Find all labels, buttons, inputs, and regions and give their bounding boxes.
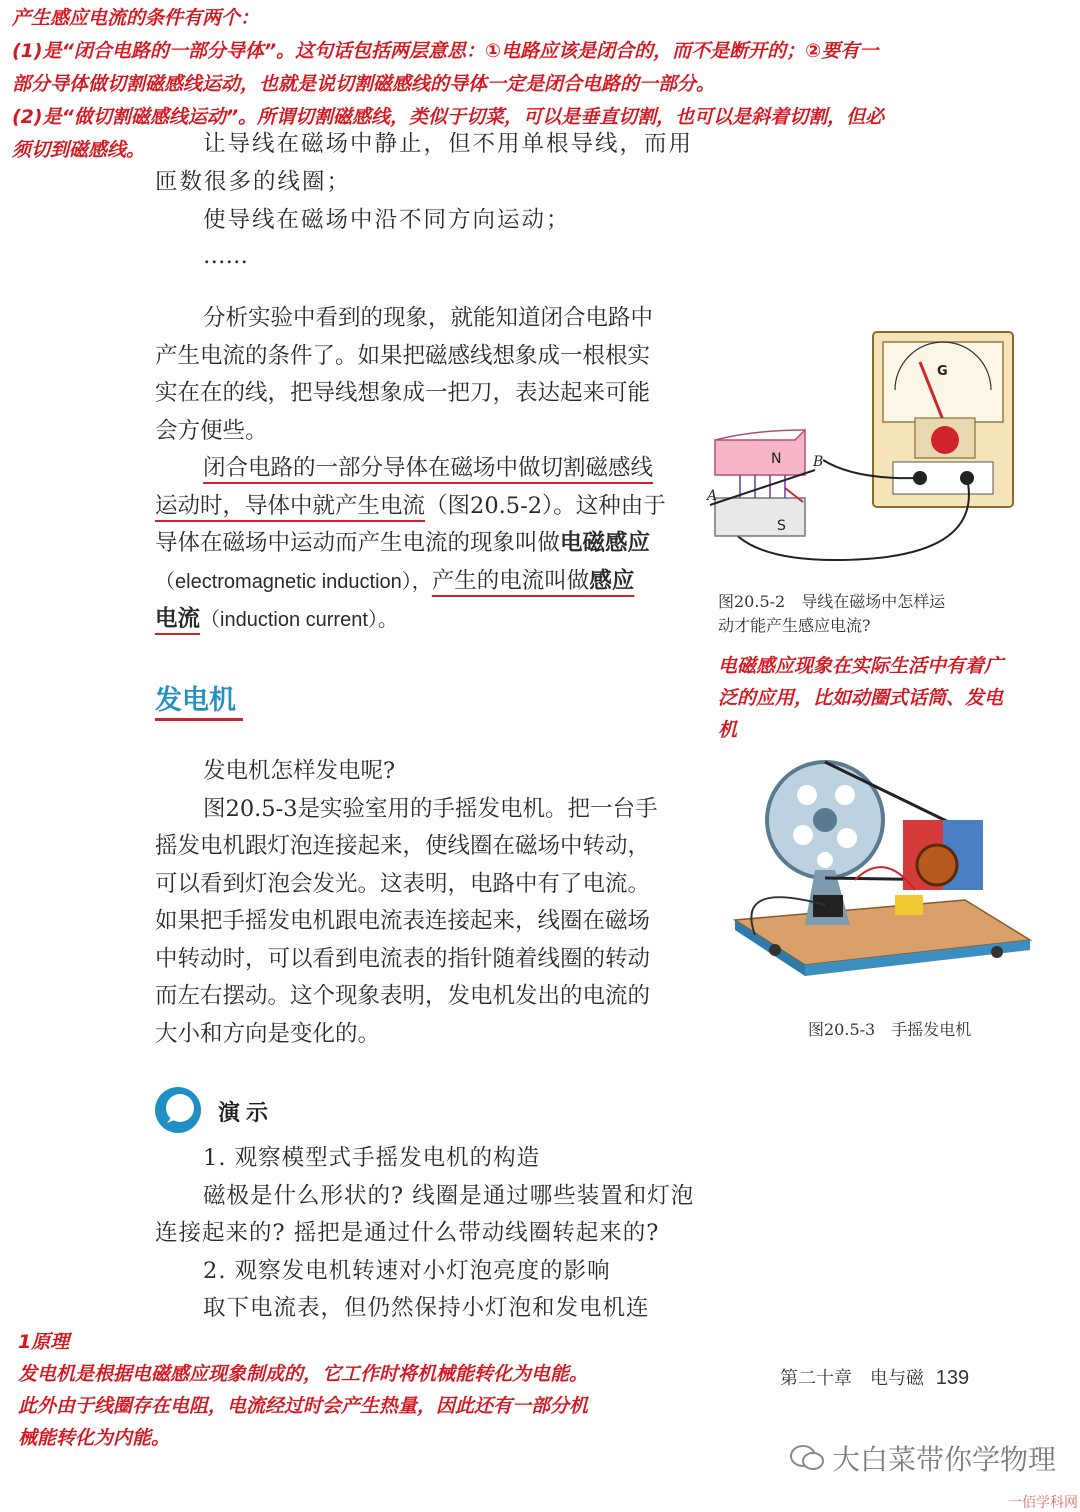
text-line: 而左右摆动。这个现象表明，发电机发出的电流的: [155, 983, 651, 1009]
wechat-icon: [790, 1444, 824, 1472]
text-line: 分析实验中看到的现象，就能知道闭合电路中: [203, 305, 654, 331]
watermark: [790, 1438, 1056, 1478]
note-line: 产生感应电流的条件有两个：: [12, 7, 260, 29]
term-induction-current: 电流: [155, 606, 201, 632]
caption-line: 图20.5-2 导线在磁场中怎样运: [718, 592, 946, 611]
text-line: 大小和方向是变化的。: [155, 1020, 381, 1047]
text-line: 图20.5-3是实验室用的手摇发电机。把一台手: [203, 795, 658, 822]
intro-line: 让导线在磁场中静止，但不用单根导线，而用: [203, 131, 694, 157]
text-line: 会方便些。: [155, 417, 268, 444]
text-line: 产生电流的条件了。如果把磁感线想象成一根根实: [155, 342, 651, 369]
text-line: 发电机怎样发电呢?: [203, 758, 396, 784]
note-line: 须切到磁感线。: [12, 139, 146, 161]
figure1-caption: [718, 590, 945, 638]
note-line: 电磁感应现象在实际生活中有着广: [718, 655, 1004, 677]
text-line: 中转动时，可以看到电流表的指针随着线圈的转动: [155, 945, 651, 972]
note-line: (1)是“闭合电路的一部分导体”。这句话包括两层意思：①电路应该是闭合的，而不是断开的；②要有一: [12, 40, 879, 62]
point-a-label: A: [707, 488, 718, 504]
side-annotation: [718, 650, 1068, 746]
text-span: （electromagnetic induction），: [155, 570, 432, 593]
demo-title: 演示: [218, 1101, 275, 1126]
note-line: 机: [718, 719, 738, 741]
text-line: 取下电流表，但仍然保持小灯泡和发电机连: [203, 1295, 650, 1321]
figure-induction-apparatus: [705, 320, 1025, 590]
heading-underline: [155, 718, 243, 721]
top-annotation: [12, 2, 1077, 134]
demo-item: 1. 观察模型式手摇发电机的构造: [203, 1145, 541, 1171]
key-sentence: 运动时，导体中就产生电流: [155, 492, 426, 519]
term-electromagnetic-induction: 电磁感应: [560, 530, 651, 556]
note-line: 泛的应用，比如动圈式话筒、发电: [718, 687, 1004, 709]
note-line: (2)是“做切割磁感线运动”。所谓切割磁感线，类似于切菜，可以是垂直切割，也可以是斜着切割，但必: [12, 106, 885, 128]
intro-line: 匝数很多的线圈；: [155, 169, 352, 195]
generator-paragraph: [155, 753, 695, 1053]
galvanometer-label: G: [937, 364, 948, 379]
figure-hand-generator: [715, 760, 1035, 980]
page-footer: [780, 1364, 969, 1390]
induction-diagram: [705, 320, 1025, 590]
section-heading: 发电机: [155, 685, 236, 716]
note-line: 1原理: [18, 1331, 70, 1353]
term-induction-current: 感应: [589, 567, 635, 594]
note-line: 械能转化为内能。: [18, 1427, 171, 1449]
south-pole-label: S: [777, 518, 786, 534]
demo-item: 2. 观察发电机转速对小灯泡亮度的影响: [203, 1257, 611, 1284]
text-line: 如果把手摇发电机跟电流表连接起来，线圈在磁场: [155, 908, 651, 934]
intro-line: 使导线在磁场中沿不同方向运动；: [203, 207, 571, 233]
text-line: 连接起来的? 摇把是通过什么带动线圈转起来的?: [155, 1220, 660, 1246]
analysis-paragraph: [155, 300, 695, 640]
demo-icon: [153, 1085, 203, 1135]
note-line: 此外由于线圈存在电阻，电流经过时会产生热量，因此还有一部分机: [18, 1395, 589, 1417]
intro-line: ……: [203, 243, 248, 269]
chapter-label: 第二十章 电与磁: [780, 1368, 924, 1389]
speech-bubble-icon: [153, 1085, 203, 1135]
text-line: 可以看到灯泡会发光。这表明，电路中有了电流。: [155, 870, 651, 897]
note-line: 发电机是根据电磁感应现象制成的，它工作时将机械能转化为电能。: [18, 1363, 589, 1385]
key-sentence: 产生的电流叫做: [431, 567, 590, 594]
site-watermark: 一佰学科网: [1008, 1495, 1078, 1511]
point-b-label: B: [813, 454, 824, 470]
key-sentence: 闭合电路的一部分导体在磁场中做切割磁感线: [203, 455, 654, 481]
watermark-account: 大白菜带你学物理: [832, 1443, 1057, 1476]
text-line: 磁极是什么形状的? 线圈是通过哪些装置和灯泡: [203, 1182, 695, 1209]
text-span: （图20.5-2）。这种由于: [425, 492, 666, 519]
text-span: 导体在磁场中运动而产生电流的现象叫做: [155, 530, 561, 556]
figure2-caption: 图20.5-3 手摇发电机: [808, 1020, 972, 1039]
text-span: （induction current）。: [200, 609, 398, 631]
text-line: 实在在的线，把导线想象成一把刀，表达起来可能: [155, 380, 651, 406]
page-number: 139: [935, 1367, 970, 1389]
demo-body: [155, 1140, 695, 1328]
generator-illustration: [715, 760, 1035, 980]
bottom-annotation: [18, 1326, 738, 1454]
text-line: 摇发电机跟灯泡连接起来，使线圈在磁场中转动，: [155, 833, 651, 859]
caption-line: 动才能产生感应电流?: [718, 616, 871, 635]
note-line: 部分导体做切割磁感线运动，也就是说切割磁感线的导体一定是闭合电路的一部分。: [12, 73, 716, 95]
north-pole-label: N: [771, 451, 782, 467]
